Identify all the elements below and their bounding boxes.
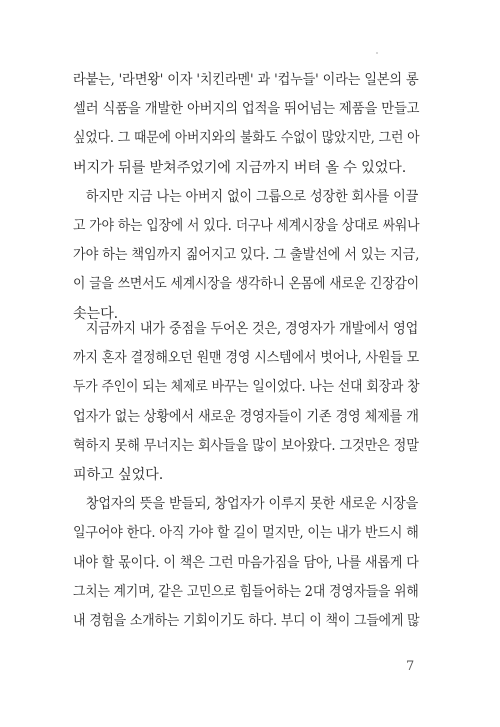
- paragraph-1: [73, 66, 419, 183]
- text-line: 내 경험을 소개하는 기회이기도 하다. 부디 이 책이 그들에게 많: [73, 612, 420, 629]
- paper-speck: [376, 52, 378, 54]
- text-line: 가야 하는 책임까지 짊어지고 있다. 그 출발선에 서 있는 지금,: [73, 247, 420, 264]
- paragraph-3: [73, 315, 419, 490]
- text-line: 고 가야 하는 입장에 서 있다. 더구나 세계시장을 상대로 싸워나: [73, 217, 420, 234]
- text-line: 싶었다. 그 때문에 아버지와의 불화도 수없이 많았지만, 그런 아: [73, 130, 420, 147]
- text-line: 이 글을 쓰면서도 세계시장을 생각하니 온몸에 새로운 긴장감이: [73, 276, 419, 293]
- text-line: 업자가 없는 상황에서 새로운 경영자들이 기존 경영 체제를 개: [73, 408, 419, 425]
- text-line: 라붙는, '라면왕' 이자 '치킨라멘' 과 '컵누들' 이라는 일본의 롱: [73, 72, 419, 88]
- text-line: 내야 할 몫이다. 이 책은 그런 마음가짐을 담아, 나를 새롭게 다: [73, 554, 419, 571]
- text-line: 까지 혼자 결정해오던 원맨 경영 시스템에서 벗어나, 사원들 모: [73, 350, 420, 367]
- text-line: 피하고 싶었다.: [73, 466, 164, 483]
- paragraph-2: [73, 183, 419, 329]
- text-line: 지금까지 내가 중점을 두어온 것은, 경영자가 개발에서 영업: [85, 321, 419, 337]
- text-line: 두가 주인이 되는 체제로 바꾸는 일이었다. 나는 선대 회장과 창: [73, 379, 420, 396]
- paragraph-4: [73, 490, 419, 636]
- text-line: 셀러 식품을 개발한 아버지의 업적을 뛰어넘는 제품을 만들고: [73, 101, 420, 118]
- text-section-1: [73, 66, 419, 329]
- text-line: 그치는 계기며, 같은 고민으로 힘들어하는 2대 경영자들을 위해: [73, 583, 419, 600]
- text-line: 솟는다.: [73, 305, 119, 322]
- text-line: 창업자의 뜻을 받들되, 창업자가 이루지 못한 새로운 시장을: [85, 496, 419, 513]
- text-line: 혁하지 못해 무너지는 회사들을 많이 보아왔다. 그것만은 정말: [73, 437, 419, 454]
- text-line: 버지가 뒤를 받쳐주었기에 지금까지 버텨 올 수 있었다.: [73, 159, 407, 176]
- text-line: 일구어야 한다. 아직 가야 할 길이 멀지만, 이는 내가 반드시 해: [73, 525, 419, 542]
- text-line: 하지만 지금 나는 아버지 없이 그룹으로 성장한 회사를 이끌: [85, 188, 419, 205]
- page-number: 7: [406, 659, 415, 674]
- text-section-2: [73, 315, 419, 636]
